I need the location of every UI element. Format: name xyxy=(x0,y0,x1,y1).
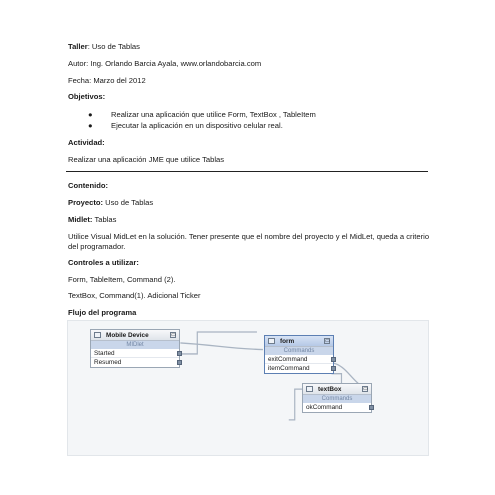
mobile-device-subtitle: MIDlet xyxy=(91,341,179,349)
controles-heading: Controles a utilizar: xyxy=(68,258,139,267)
minimize-icon[interactable]: ▭ xyxy=(363,386,368,392)
form-node[interactable] xyxy=(264,335,334,374)
connector-pin-icon[interactable] xyxy=(177,351,182,356)
form-icon xyxy=(268,338,275,344)
taller-label: Taller xyxy=(68,42,88,51)
fecha-line: Fecha: Marzo del 2012 xyxy=(68,76,146,85)
form-row-item-command[interactable] xyxy=(265,364,333,373)
row-label: itemCommand xyxy=(268,365,310,372)
form-row-exit-command[interactable] xyxy=(265,355,333,364)
textbox-subtitle: Commands xyxy=(303,395,371,403)
minimize-icon[interactable]: ▭ xyxy=(325,338,330,344)
instructions-paragraph: Utilice Visual MidLet en la solución. Tener presente que el nombre del proyecto y el MidLet, queda a criterio del programador. xyxy=(68,232,430,251)
mobile-device-header xyxy=(91,330,179,341)
midlet-line xyxy=(68,215,116,225)
taller-value: : Uso de Tablas xyxy=(87,42,140,51)
controles-line-2: TextBox, Command(1). Adicional Ticker xyxy=(68,291,201,300)
bullet-dot-1: ● xyxy=(88,110,93,119)
section-divider xyxy=(66,171,428,172)
form-header xyxy=(265,336,333,347)
textbox-icon xyxy=(306,386,313,392)
mobile-device-title: Mobile Device xyxy=(106,331,149,339)
mobile-row-resumed[interactable] xyxy=(91,358,179,367)
contenido-heading: Contenido: xyxy=(68,181,109,190)
controles-line-1: Form, TableItem, Command (2). xyxy=(68,275,176,284)
flow-diagram xyxy=(67,320,429,456)
minimize-icon[interactable]: ▭ xyxy=(171,332,176,338)
textbox-title: textBox xyxy=(318,385,342,393)
proyecto-value: Uso de Tablas xyxy=(103,198,154,207)
mobile-device-node[interactable] xyxy=(90,329,180,368)
row-label: okCommand xyxy=(306,404,343,411)
connector-pin-icon[interactable] xyxy=(331,366,336,371)
midlet-value: Tablas xyxy=(92,215,117,224)
row-label: Resumed xyxy=(94,359,122,366)
actividad-text: Realizar una aplicación JME que utilice Tablas xyxy=(68,155,225,164)
taller-line xyxy=(68,42,140,52)
textbox-node[interactable] xyxy=(302,383,372,413)
bullet-dot-2: ● xyxy=(88,121,93,130)
mobile-row-started[interactable] xyxy=(91,349,179,358)
phone-icon xyxy=(94,332,101,338)
form-subtitle: Commands xyxy=(265,347,333,355)
connector-pin-icon[interactable] xyxy=(369,405,374,410)
flujo-heading: Flujo del programa xyxy=(68,308,137,317)
row-label: Started xyxy=(94,350,115,357)
textbox-row-ok-command[interactable] xyxy=(303,403,371,412)
midlet-label: Midlet: xyxy=(68,215,93,224)
row-label: exitCommand xyxy=(268,356,308,363)
textbox-header xyxy=(303,384,371,395)
connector-pin-icon[interactable] xyxy=(177,360,182,365)
objetivo-item-2: Ejecutar la aplicación en un dispositivo celular real. xyxy=(111,121,283,130)
proyecto-line xyxy=(68,198,153,208)
proyecto-label: Proyecto: xyxy=(68,198,104,207)
objetivo-item-1: Realizar una aplicación que utilice Form, TextBox , TableItem xyxy=(111,110,316,119)
actividad-heading: Actividad: xyxy=(68,138,105,147)
objetivos-heading: Objetivos: xyxy=(68,92,106,101)
connector-pin-icon[interactable] xyxy=(331,357,336,362)
form-title: form xyxy=(280,337,295,345)
autor-line: Autor: Ing. Orlando Barcia Ayala, www.orlandobarcia.com xyxy=(68,59,262,68)
